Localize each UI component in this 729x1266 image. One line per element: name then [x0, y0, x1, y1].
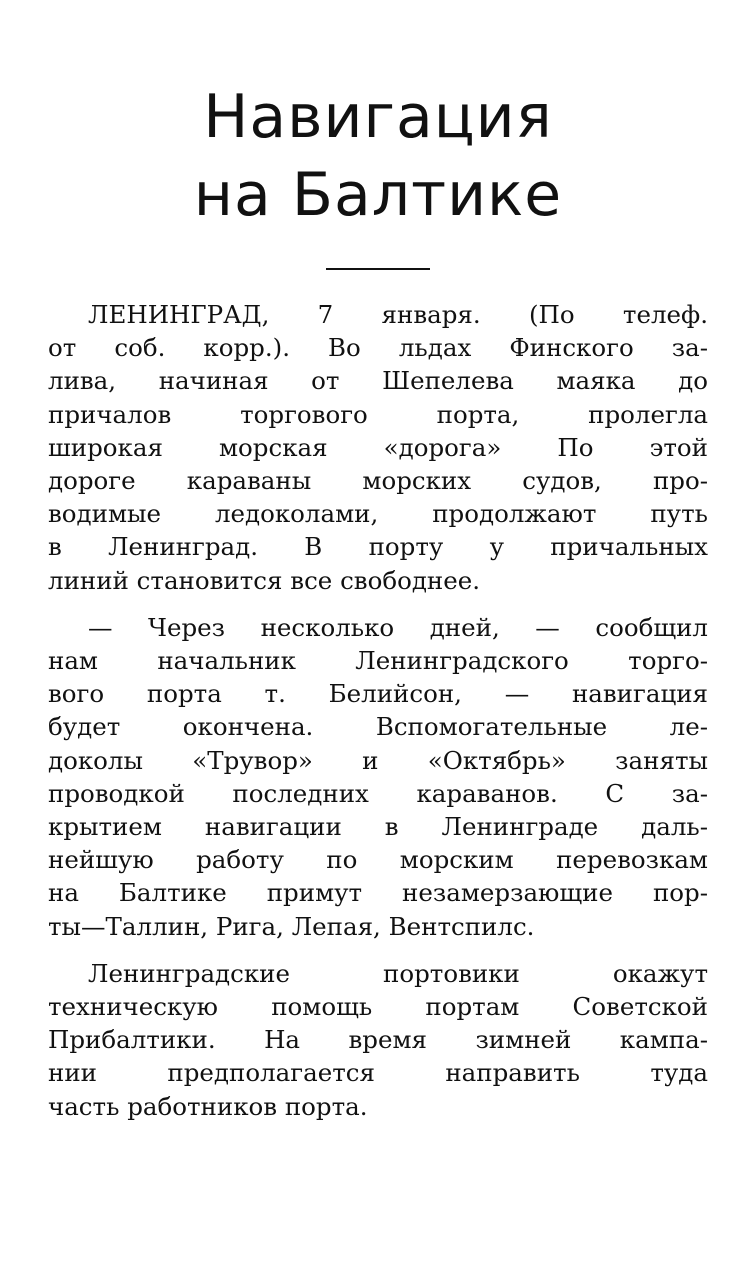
- text-line: будет окончена. Вспомогательные ле-: [48, 712, 708, 742]
- text-line: Ленинградские портовики окажут: [88, 958, 708, 988]
- text-line: техническую помощь портам Советской: [48, 992, 708, 1022]
- text-line: ты—Таллин, Рига, Лепая, Вентспилс.: [48, 911, 535, 941]
- text-line: нии предполагается направить туда: [48, 1058, 708, 1088]
- text-line: доколы «Трувор» и «Октябрь» заняты: [48, 745, 708, 775]
- text-line: — Через несколько дней, — сообщил: [88, 612, 708, 642]
- news-article: [48, 78, 708, 1137]
- text-line: широкая морская «дорога» По этой: [48, 432, 708, 462]
- text-line: вого порта т. Белийсон, — навигация: [48, 679, 708, 709]
- text-line: часть работников порта.: [48, 1091, 368, 1121]
- text-line: причалов торгового порта, пролегла: [48, 399, 708, 429]
- text-line: лива, начиная от Шепелева маяка до: [48, 366, 708, 396]
- text-line: в Ленинград. В порту у причальных: [48, 532, 708, 562]
- text-line: дороге караваны морских судов, про-: [48, 466, 708, 496]
- article-headline: [48, 78, 708, 234]
- text-line: Прибалтики. На время зимней кампа-: [48, 1025, 708, 1055]
- headline-line-2: на Балтике: [193, 160, 563, 230]
- text-line: водимые ледоколами, продолжают путь: [48, 499, 708, 529]
- paragraph-2: [48, 611, 708, 943]
- text-line: ЛЕНИНГРАД, 7 января. (По телеф.: [88, 300, 708, 329]
- text-line: линий становится все свободнее.: [48, 565, 481, 595]
- text-line: нейшую работу по морским перевозкам: [48, 845, 708, 875]
- text-line: крытием навигации в Ленинграде даль-: [48, 812, 708, 842]
- paragraph-1: [48, 298, 708, 597]
- text-line: нам начальник Ленинградского торго-: [48, 646, 708, 676]
- paragraph-3: [48, 957, 708, 1123]
- headline-line-1: Навигация: [203, 82, 553, 152]
- text-line: проводкой последних караванов. С за-: [48, 778, 708, 808]
- headline-divider: [326, 268, 430, 270]
- text-line: на Балтике примут незамерзающие пор-: [48, 878, 708, 908]
- text-line: от соб. корр.). Во льдах Финского за-: [48, 333, 708, 363]
